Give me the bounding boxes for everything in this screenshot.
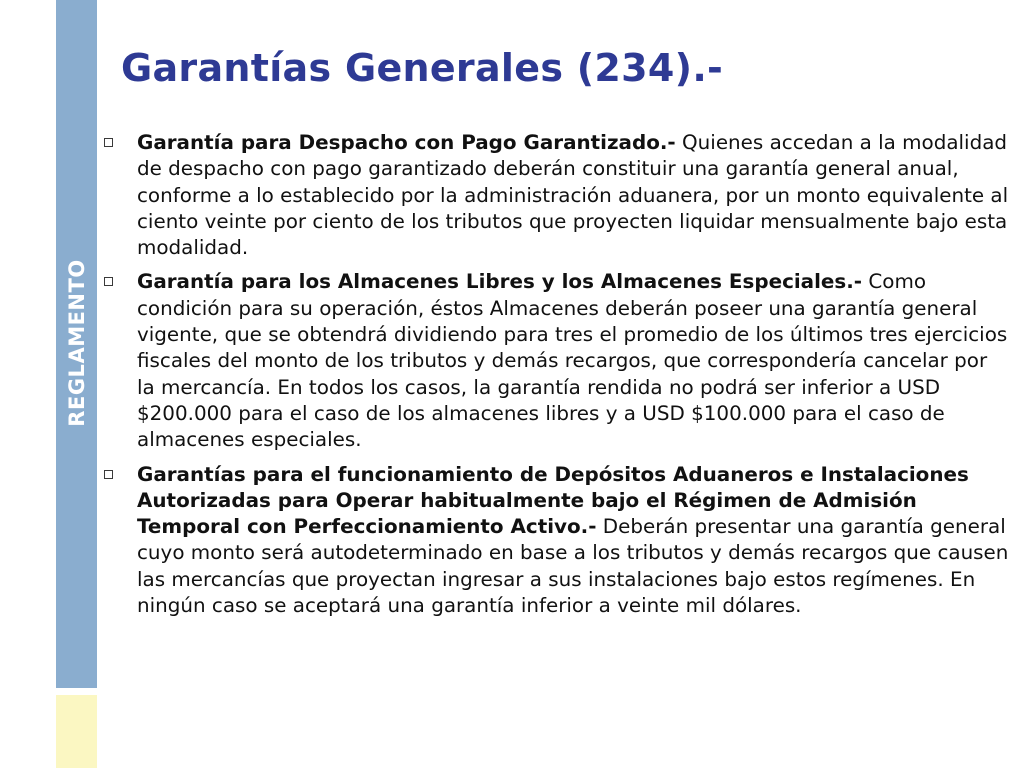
square-bullet-icon — [104, 138, 113, 147]
slide-title: Garantías Generales (234).- — [121, 46, 724, 90]
item-heading: Garantía para los Almacenes Libres y los Almacenes Especiales.- — [137, 270, 863, 294]
item-heading: Garantía para Despacho con Pago Garantizado.- — [137, 131, 676, 154]
list-item — [104, 269, 1009, 453]
sidebar-accent-block — [56, 695, 97, 768]
bullet-list — [104, 130, 1009, 627]
item-text: Quienes accedan a la modalidad de despacho con pago garantizado deberán constituir una garantía general anual, conforme a lo establecido por la administración aduanera, por un monto equivalente al ciento veinte por ciento de los tributos que proyecten liquidar mensualmente bajo esta modalidad. — [137, 131, 1009, 260]
item-text: Como condición para su operación, éstos Almacenes deberán poseer una garantía general vigente, que se obtendrá dividiendo para tres el promedio de los últimos tres ejercicios fiscales del monto de los tributos y demás recargos, que correspondería cancelar por la mercancía. En todos los casos, la garantía rendida no podrá ser inferior a USD $200.000 para el caso de los almacenes libres y a USD $100.000 para el caso de almacenes especiales. — [137, 270, 1008, 452]
item-heading: Garantías para el funcionamiento de Depósitos Aduaneros e Instalaciones Autorizadas para Operar habitualmente bajo el Régimen de Admisión Temporal con Perfeccionamiento Activo.- — [137, 462, 969, 539]
square-bullet-icon — [104, 470, 113, 479]
square-bullet-icon — [104, 277, 113, 286]
list-item — [104, 462, 1009, 620]
sidebar-label: REGLAMENTO — [65, 259, 89, 427]
list-item — [104, 130, 1009, 261]
item-text: Deberán presentar una garantía general cuyo monto será autodeterminado en base a los tributos y demás recargos que causen las mercancías que proyectan ingresar a sus instalaciones bajo estos regímenes. En ningún caso se aceptará una garantía inferior a veinte mil dólares. — [137, 515, 1009, 618]
